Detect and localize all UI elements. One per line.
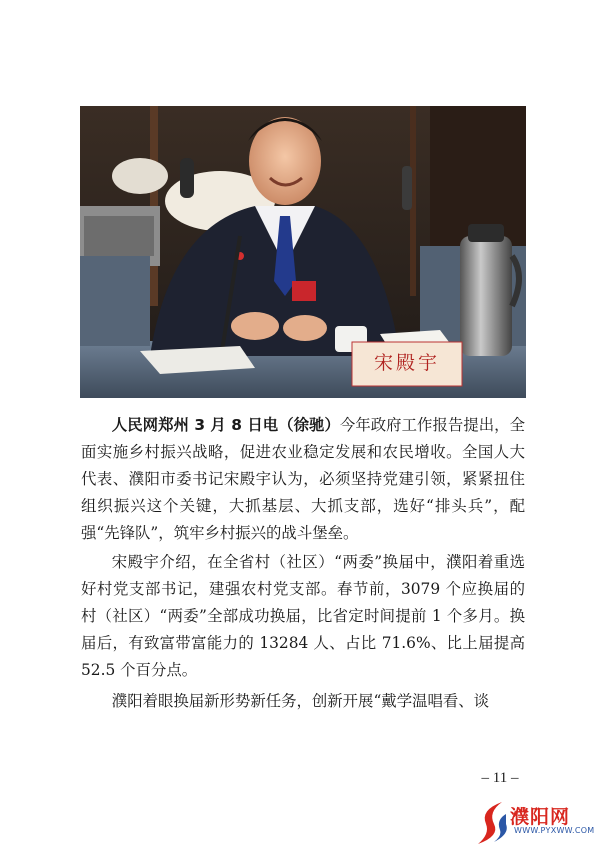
page-number: – 11 – — [481, 770, 519, 786]
article-paragraph-1 — [81, 412, 525, 547]
paragraph-1-text: 今年政府工作报告提出，全面实施乡村振兴战略，促进农业稳定发展和农民增收。全国人大代表、濮阳市委书记宋殿宇认为，必须坚持党建引领，紧紧扭住组织振兴这个关键，大抓基层、大抓支部，选好“排头兵”，配强“先锋队”，筑牢乡村振兴的战斗堡垒。 — [81, 416, 525, 542]
watermark-name: 濮阳网 — [510, 806, 571, 828]
portrait-photo — [80, 106, 526, 398]
dateline: 人民网郑州 3 月 8 日电（徐驰） — [111, 416, 340, 434]
article-paragraph-3: 濮阳着眼换届新形势新任务，创新开展“戴学温唱看、谈 — [111, 692, 490, 710]
watermark-url: WWW.PYXWW.COM — [514, 826, 595, 835]
article-body — [81, 412, 525, 715]
watermark-logo — [472, 800, 598, 846]
article-paragraph-2: 宋殿宇介绍，在全省村（社区）“两委”换届中，濮阳着重选好村党支部书记，建强农村党支部。春节前，3079 个应换届的村（社区）“两委”全部成功换届，比省定时间提前 1 个多月。换届后，有致富带富能力的 13284 人、占比 71.6%、比上届提高 52.5 个百分点。 — [81, 553, 525, 679]
nameplate: 宋殿宇 — [373, 352, 440, 374]
swoosh-logo-icon — [472, 800, 512, 846]
